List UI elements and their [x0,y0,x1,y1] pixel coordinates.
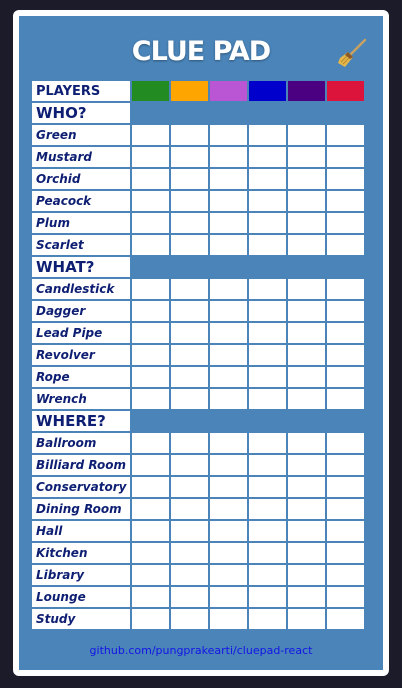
mark-cell[interactable] [171,499,208,519]
mark-cell[interactable] [327,235,364,255]
mark-cell[interactable] [327,169,364,189]
mark-cell[interactable] [327,323,364,343]
section-row [32,103,364,123]
mark-cell[interactable] [132,345,169,365]
mark-cell[interactable] [210,169,247,189]
mark-cell[interactable] [132,587,169,607]
mark-cell[interactable] [210,367,247,387]
mark-cell[interactable] [171,213,208,233]
mark-cell[interactable] [210,345,247,365]
item-label: Green [32,125,130,145]
item-label: Study [32,609,130,629]
item-row [32,147,364,167]
item-row [32,543,364,563]
item-label: Revolver [32,345,130,365]
section-spacer [132,257,364,277]
player-color-swatch[interactable] [327,81,364,101]
mark-cell[interactable] [249,499,286,519]
mark-cell[interactable] [210,565,247,585]
mark-cell[interactable] [288,499,325,519]
item-row [32,499,364,519]
mark-cell[interactable] [327,455,364,475]
player-color-swatch[interactable] [210,81,247,101]
mark-cell[interactable] [171,169,208,189]
mark-cell[interactable] [327,367,364,387]
mark-cell[interactable] [288,235,325,255]
mark-cell[interactable] [171,433,208,453]
mark-cell[interactable] [210,323,247,343]
mark-cell[interactable] [210,235,247,255]
item-row [32,213,364,233]
mark-cell[interactable] [249,191,286,211]
item-row [32,389,364,409]
mark-cell[interactable] [210,191,247,211]
item-label: Dining Room [32,499,130,519]
mark-cell[interactable] [249,543,286,563]
item-label: Kitchen [32,543,130,563]
mark-cell[interactable] [288,543,325,563]
mark-cell[interactable] [132,279,169,299]
mark-cell[interactable] [132,521,169,541]
mark-cell[interactable] [288,279,325,299]
player-color-swatch[interactable] [288,81,325,101]
mark-cell[interactable] [210,301,247,321]
mark-cell[interactable] [171,543,208,563]
item-label: Wrench [32,389,130,409]
mark-cell[interactable] [249,521,286,541]
mark-cell[interactable] [171,235,208,255]
mark-cell[interactable] [249,587,286,607]
mark-cell[interactable] [132,125,169,145]
mark-cell[interactable] [288,169,325,189]
player-color-swatch[interactable] [132,81,169,101]
mark-cell[interactable] [249,433,286,453]
mark-cell[interactable] [327,345,364,365]
github-link[interactable]: github.com/pungprakearti/cluepad-react [89,644,313,657]
mark-cell[interactable] [171,191,208,211]
item-label: Ballroom [32,433,130,453]
mark-cell[interactable] [210,499,247,519]
clue-grid [30,79,366,631]
mark-cell[interactable] [210,125,247,145]
item-row [32,477,364,497]
mark-cell[interactable] [288,433,325,453]
player-color-swatch[interactable] [249,81,286,101]
item-label: Peacock [32,191,130,211]
mark-cell[interactable] [288,213,325,233]
item-row [32,169,364,189]
section-spacer [132,103,364,123]
mark-cell[interactable] [249,147,286,167]
mark-cell[interactable] [288,147,325,167]
mark-cell[interactable] [132,455,169,475]
mark-cell[interactable] [210,587,247,607]
mark-cell[interactable] [249,235,286,255]
mark-cell[interactable] [132,389,169,409]
mark-cell[interactable] [249,477,286,497]
mark-cell[interactable] [249,565,286,585]
mark-cell[interactable] [288,345,325,365]
item-label: Lounge [32,587,130,607]
mark-cell[interactable] [327,587,364,607]
mark-cell[interactable] [249,389,286,409]
mark-cell[interactable] [171,521,208,541]
mark-cell[interactable] [288,301,325,321]
mark-cell[interactable] [171,609,208,629]
mark-cell[interactable] [327,565,364,585]
item-row [32,301,364,321]
mark-cell[interactable] [288,389,325,409]
mark-cell[interactable] [288,477,325,497]
mark-cell[interactable] [210,389,247,409]
mark-cell[interactable] [132,433,169,453]
mark-cell[interactable] [249,213,286,233]
mark-cell[interactable] [171,389,208,409]
mark-cell[interactable] [171,477,208,497]
mark-cell[interactable] [327,279,364,299]
mark-cell[interactable] [132,367,169,387]
mark-cell[interactable] [210,477,247,497]
item-label: Lead Pipe [32,323,130,343]
item-row [32,345,364,365]
item-label: Dagger [32,301,130,321]
mark-cell[interactable] [327,543,364,563]
mark-cell[interactable] [171,455,208,475]
broom-icon[interactable] [335,36,369,70]
mark-cell[interactable] [210,279,247,299]
mark-cell[interactable] [288,367,325,387]
mark-cell[interactable] [132,213,169,233]
mark-cell[interactable] [132,499,169,519]
item-row [32,191,364,211]
mark-cell[interactable] [132,191,169,211]
mark-cell[interactable] [171,565,208,585]
mark-cell[interactable] [210,147,247,167]
item-row [32,587,364,607]
mark-cell[interactable] [249,367,286,387]
item-row [32,235,364,255]
mark-cell[interactable] [327,301,364,321]
mark-cell[interactable] [288,521,325,541]
mark-cell[interactable] [249,323,286,343]
mark-cell[interactable] [132,323,169,343]
item-row [32,125,364,145]
mark-cell[interactable] [171,323,208,343]
item-row [32,565,364,585]
section-heading: WHERE? [32,411,130,431]
mark-cell[interactable] [327,521,364,541]
mark-cell[interactable] [288,323,325,343]
mark-cell[interactable] [210,213,247,233]
mark-cell[interactable] [327,147,364,167]
mark-cell[interactable] [171,301,208,321]
mark-cell[interactable] [210,521,247,541]
mark-cell[interactable] [132,477,169,497]
mark-cell[interactable] [249,609,286,629]
item-label: Orchid [32,169,130,189]
item-label: Candlestick [32,279,130,299]
mark-cell[interactable] [288,191,325,211]
mark-cell[interactable] [132,543,169,563]
mark-cell[interactable] [249,455,286,475]
mark-cell[interactable] [249,301,286,321]
mark-cell[interactable] [327,191,364,211]
mark-cell[interactable] [249,279,286,299]
mark-cell[interactable] [327,477,364,497]
section-row [32,411,364,431]
item-row [32,323,364,343]
item-row [32,521,364,541]
mark-cell[interactable] [171,279,208,299]
mark-cell[interactable] [327,499,364,519]
mark-cell[interactable] [288,125,325,145]
mark-cell[interactable] [210,543,247,563]
mark-cell[interactable] [210,609,247,629]
mark-cell[interactable] [327,213,364,233]
mark-cell[interactable] [171,587,208,607]
mark-cell[interactable] [171,345,208,365]
item-label: Plum [32,213,130,233]
section-spacer [132,411,364,431]
mark-cell[interactable] [327,433,364,453]
players-row [32,81,364,101]
mark-cell[interactable] [288,609,325,629]
mark-cell[interactable] [327,389,364,409]
player-color-swatch[interactable] [171,81,208,101]
mark-cell[interactable] [171,147,208,167]
item-row [32,367,364,387]
mark-cell[interactable] [132,565,169,585]
item-label: Rope [32,367,130,387]
mark-cell[interactable] [249,125,286,145]
mark-cell[interactable] [132,235,169,255]
app-title: CLUE PAD [131,36,271,67]
mark-cell[interactable] [249,345,286,365]
mark-cell[interactable] [210,433,247,453]
item-row [32,279,364,299]
mark-cell[interactable] [288,455,325,475]
item-label: Conservatory [32,477,130,497]
mark-cell[interactable] [171,367,208,387]
mark-cell[interactable] [327,125,364,145]
section-heading: WHO? [32,103,130,123]
item-label: Billiard Room [32,455,130,475]
mark-cell[interactable] [171,125,208,145]
item-label: Hall [32,521,130,541]
mark-cell[interactable] [288,565,325,585]
mark-cell[interactable] [288,587,325,607]
item-label: Mustard [32,147,130,167]
item-row [32,433,364,453]
section-row [32,257,364,277]
players-label: PLAYERS [32,81,130,101]
mark-cell[interactable] [132,169,169,189]
item-label: Library [32,565,130,585]
item-row [32,609,364,629]
mark-cell[interactable] [132,301,169,321]
mark-cell[interactable] [132,609,169,629]
item-row [32,455,364,475]
mark-cell[interactable] [210,455,247,475]
mark-cell[interactable] [249,169,286,189]
mark-cell[interactable] [132,147,169,167]
clue-pad [19,16,383,670]
section-heading: WHAT? [32,257,130,277]
item-label: Scarlet [32,235,130,255]
mark-cell[interactable] [327,609,364,629]
